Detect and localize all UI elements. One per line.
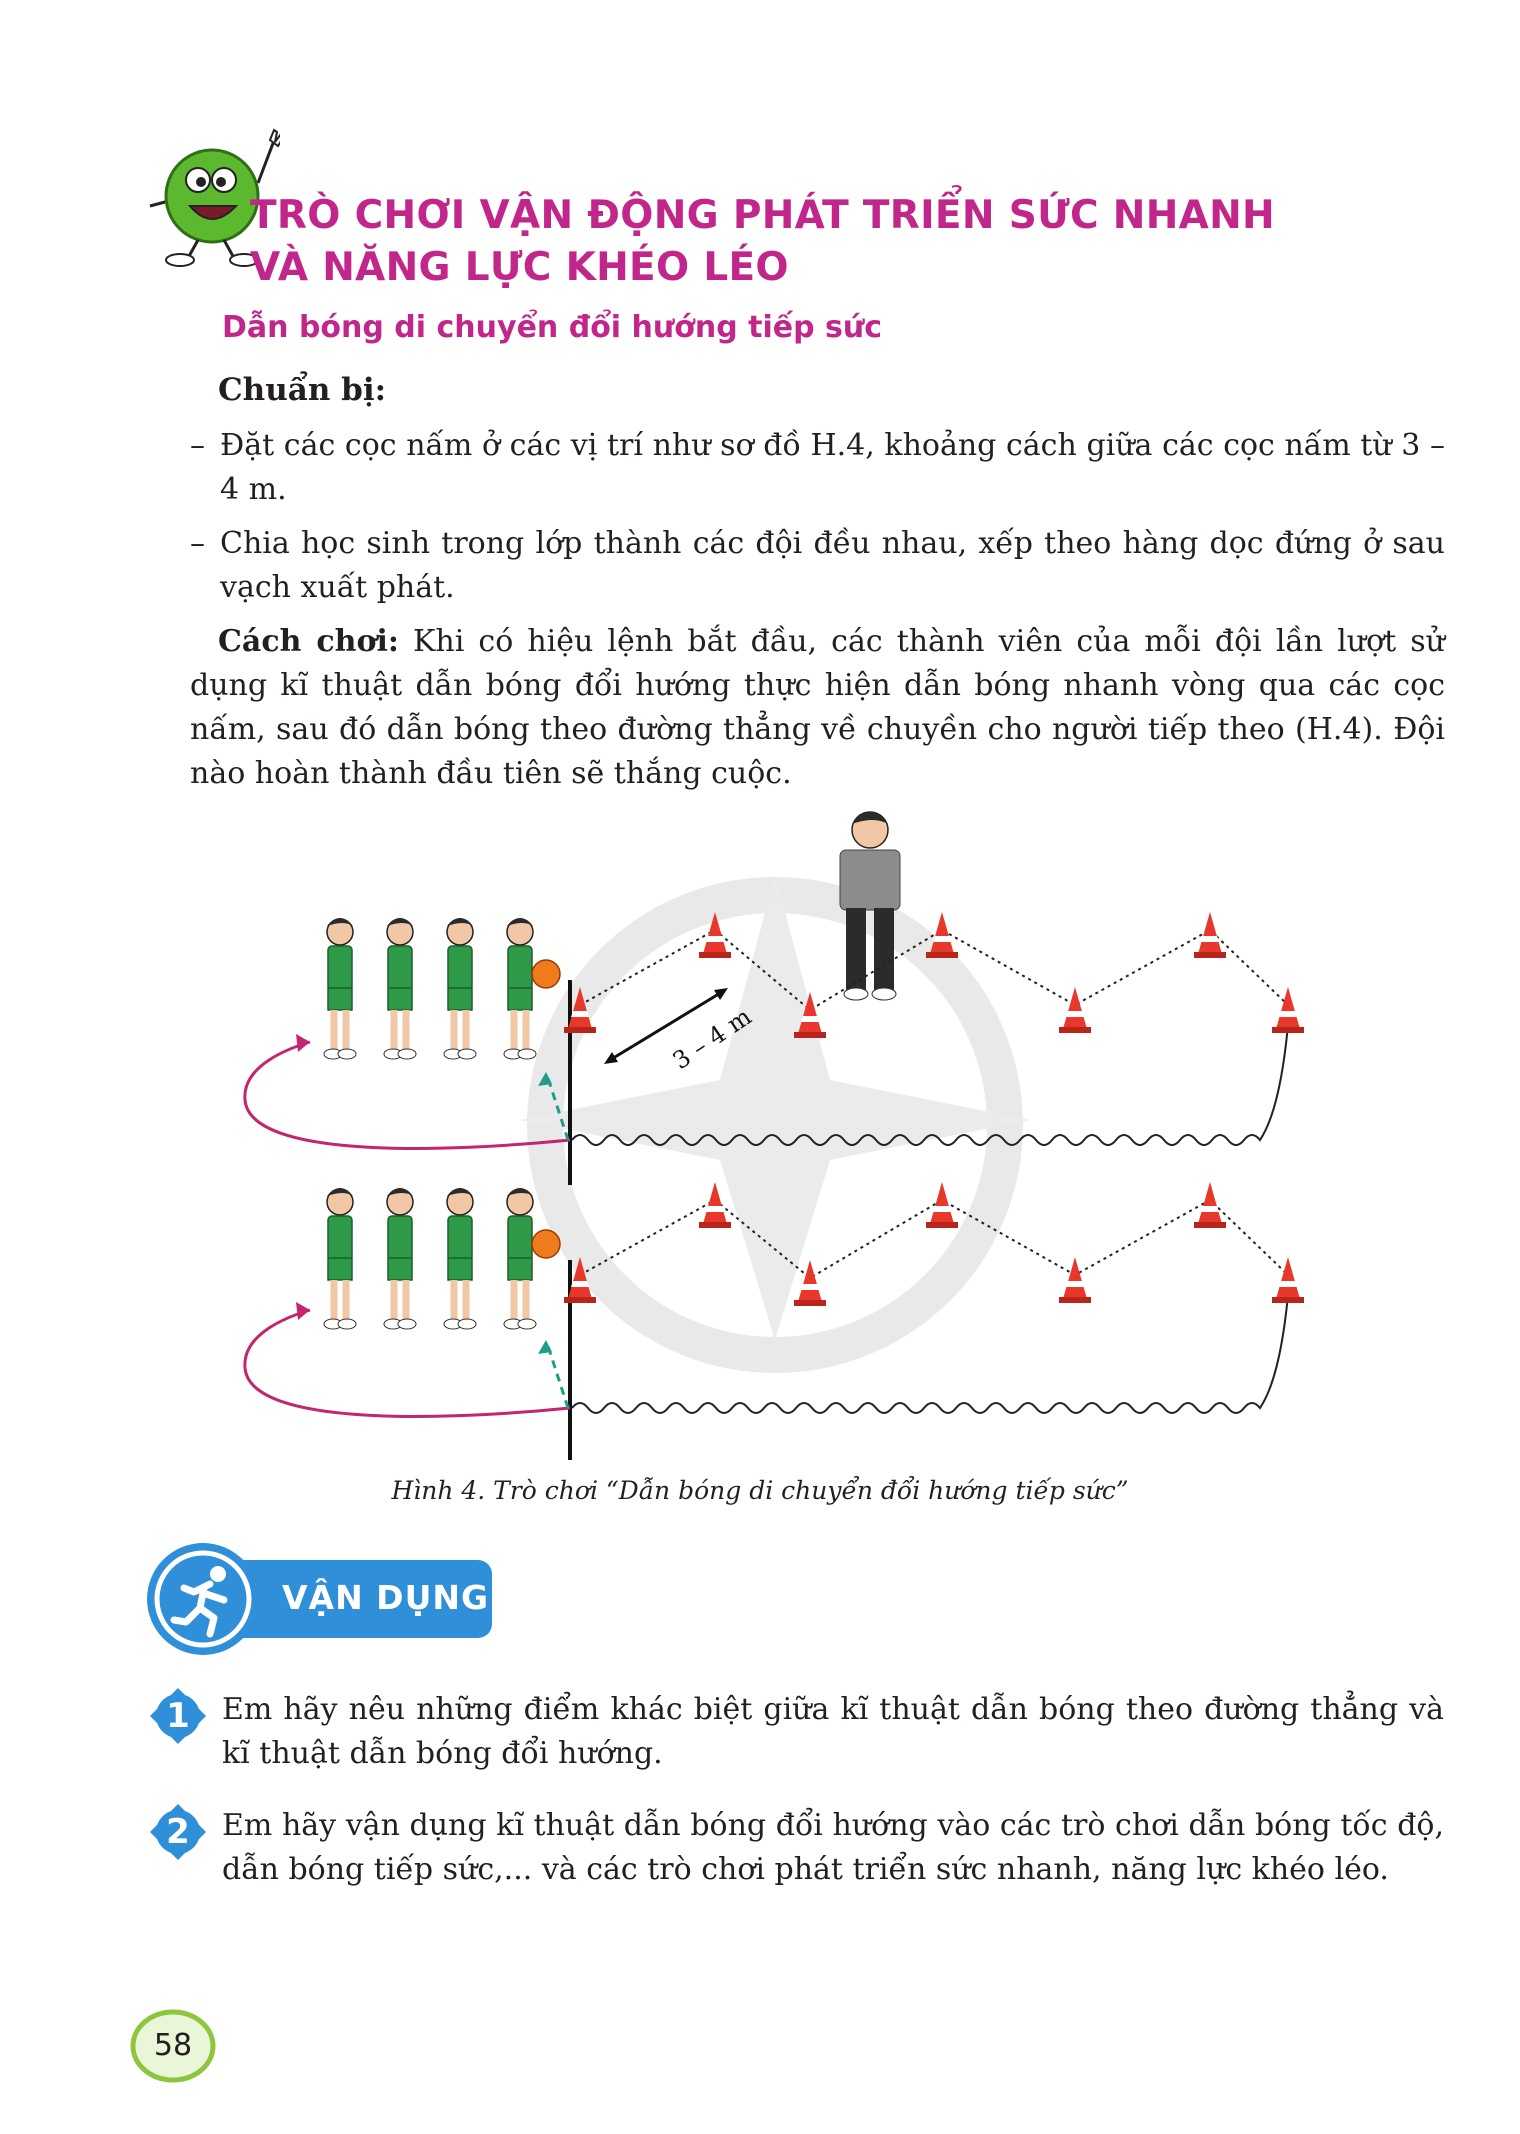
player-figure: [444, 1188, 476, 1329]
player-figure: [324, 918, 356, 1059]
traffic-cone-icon: [1059, 987, 1091, 1033]
question-text: Em hãy nêu những điểm khác biệt giữa kĩ thuật dẫn bóng theo đường thẳng và kĩ thuật dẫn bóng đổi hướng.: [222, 1692, 1444, 1771]
player-figure: [504, 918, 536, 1059]
team-2: [324, 1188, 560, 1329]
player-figure: [444, 918, 476, 1059]
traffic-cone-icon: [699, 1182, 731, 1228]
preparation-item: – Chia học sinh trong lớp thành các đội đều nhau, xếp theo hàng dọc đứng ở sau vạch xuất phát.: [190, 522, 1445, 610]
traffic-cone-icon: [1272, 987, 1304, 1033]
game-diagram: [210, 780, 1340, 1470]
title-line-2: VÀ NĂNG LỰC KHÉO LÉO: [250, 245, 789, 290]
question-number: 2: [166, 1812, 190, 1852]
watermark-logo: [520, 875, 1030, 1355]
section-subtitle: Dẫn bóng di chuyển đổi hướng tiếp sức: [222, 310, 883, 345]
figure-caption: Hình 4. Trò chơi “Dẫn bóng di chuyển đổi hướng tiếp sức”: [391, 1476, 1129, 1505]
preparation-item-text: Chia học sinh trong lớp thành các đội đều nhau, xếp theo hàng dọc đứng ở sau vạch xuất phát.: [220, 526, 1445, 605]
traffic-cone-icon: [794, 1260, 826, 1306]
traffic-cone-icon: [1194, 912, 1226, 958]
preparation-item-text: Đặt các cọc nấm ở các vị trí như sơ đồ H.4, khoảng cách giữa các cọc nấm từ 3 – 4 m.: [220, 428, 1445, 507]
question-number-badge: [148, 1686, 208, 1746]
question-number-badge: [148, 1802, 208, 1862]
preparation-heading: Chuẩn bị:: [218, 372, 387, 408]
traffic-cone-icon: [1059, 1257, 1091, 1303]
question-text: Em hãy vận dụng kĩ thuật dẫn bóng đổi hướng vào các trò chơi dẫn bóng tốc độ, dẫn bóng tiếp sức,... và các trò chơi phát triển sức nhanh, năng lực khéo léo.: [222, 1808, 1444, 1887]
player-figure: [384, 918, 416, 1059]
player-figure: [324, 1188, 356, 1329]
ball-icon: [532, 960, 560, 988]
distance-label: 3 – 4 m: [667, 1002, 757, 1075]
ball-icon: [532, 1230, 560, 1258]
player-figure: [504, 1188, 536, 1329]
title-line-1: TRÒ CHƠI VẬN ĐỘNG PHÁT TRIỂN SỨC NHANH: [250, 193, 1275, 238]
pass-arrow: [548, 1346, 568, 1408]
traffic-cone-icon: [1194, 1182, 1226, 1228]
player-figure: [384, 1188, 416, 1329]
apply-section-label: VẬN DỤNG: [282, 1578, 490, 1617]
preparation-item: – Đặt các cọc nấm ở các vị trí như sơ đồ H.4, khoảng cách giữa các cọc nấm từ 3 – 4 m.: [190, 424, 1445, 512]
question-number: 1: [166, 1696, 190, 1736]
how-to-play-label: Cách chơi:: [218, 624, 399, 659]
page-title: [250, 190, 1350, 294]
how-to-play-paragraph: [190, 620, 1445, 796]
team-1: [324, 918, 560, 1059]
how-to-play-text: Khi có hiệu lệnh bắt đầu, các thành viên của mỗi đội lần lượt sử dụng kĩ thuật dẫn bóng đổi hướng thực hiện dẫn bóng nhanh vòng qua các cọc nấm, sau đó dẫn bóng theo đường thẳng về chuyền cho người tiếp theo (H.4). Đội nào hoàn thành đầu tiên sẽ thắng cuộc.: [190, 624, 1445, 791]
traffic-cone-icon: [926, 1182, 958, 1228]
runner-icon: [144, 1540, 262, 1658]
traffic-cone-icon: [1272, 1257, 1304, 1303]
page-number: 58: [153, 2028, 193, 2063]
teacher-figure: [840, 812, 900, 1000]
